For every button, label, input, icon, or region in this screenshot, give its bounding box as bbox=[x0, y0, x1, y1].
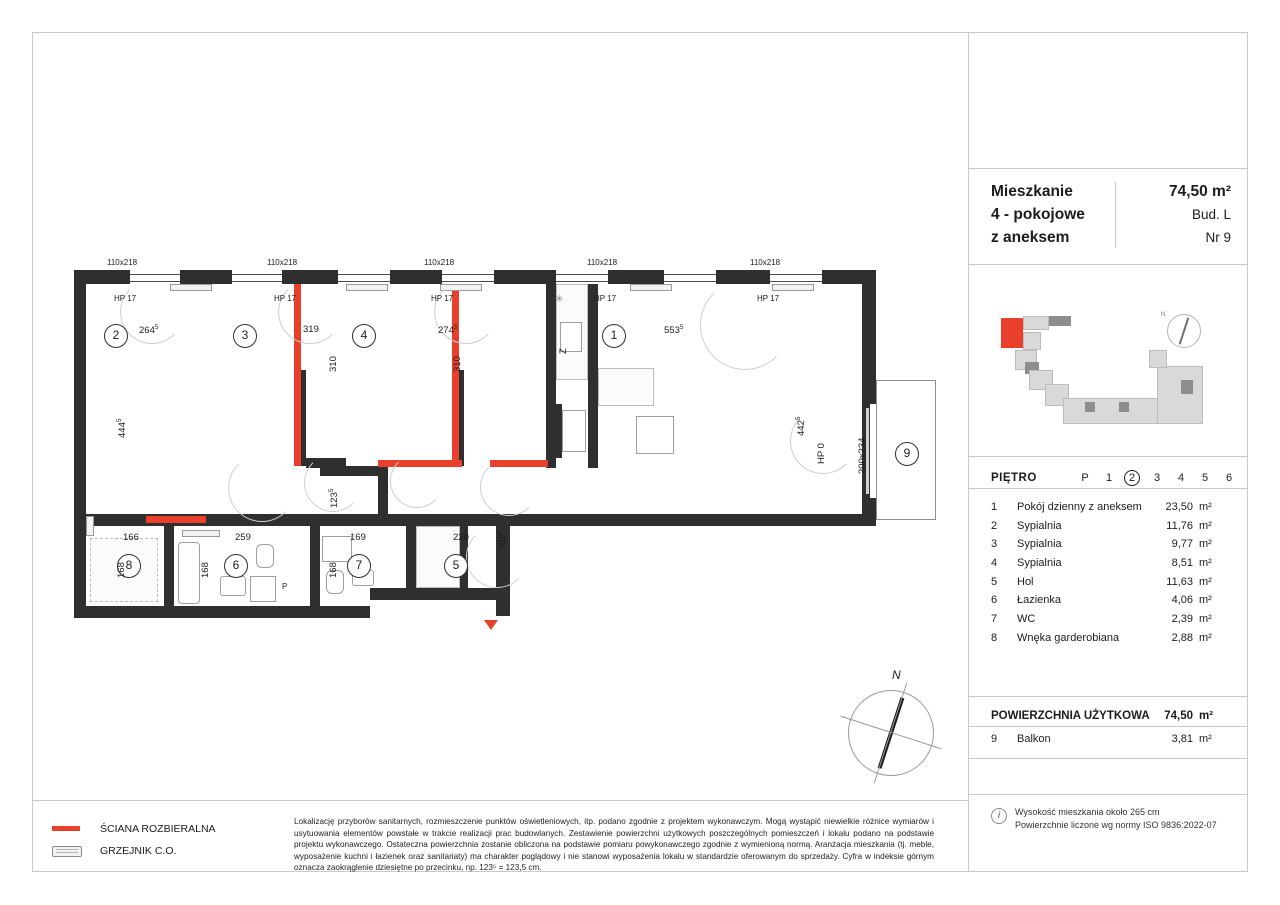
washbasin-bath bbox=[220, 576, 246, 596]
room-marker-1: 1 bbox=[602, 324, 626, 348]
disclaimer-text: Lokalizację przyborów sanitarnych, rozmieszczenie punktów oświetleniowych, itp. podano zgodnie z projektem wykonawczym. Mogą wystąpić niewielkie różnice wymiarów i usytuowania elementów powstałe w trakcie realizacji prac budowlanych. Zestawienie powierzchni użytkowych poszczególnych pomieszczeń i lokalu podano na podstawie projektu wykonawczego. Ostateczna powierzchnia zostanie obliczona na podstawie pomiaru powykonawczego zgodnie z wymienioną normą. Aranżacja mieszkania (tj. meble, wyposażenie kuchni i łazienek oraz sanitariaty) ma charakter poglądowy i nie stanowi wyposażenia lokalu w standardzie oferowanym do sprzedaży. Cyfra w indeksie górnym oznacza zaokrąglenie dziesiętne po przecinku, np. 123⁵ = 123,5 cm. bbox=[294, 817, 934, 873]
wall-vert-mid-c bbox=[588, 284, 598, 468]
dim-168-b: 168 bbox=[200, 562, 211, 578]
room-name: WC bbox=[1017, 613, 1036, 626]
floor-level-4[interactable]: 4 bbox=[1177, 472, 1185, 484]
panel-line-5 bbox=[969, 696, 1248, 697]
table-row bbox=[991, 591, 1231, 610]
title-line-1: Mieszkanie bbox=[991, 183, 1073, 200]
radiator-1 bbox=[170, 284, 212, 291]
apartment-title bbox=[991, 180, 1085, 249]
appliance-label-z: Z bbox=[558, 348, 569, 354]
door-swing-5 bbox=[228, 454, 296, 522]
panel-line-7 bbox=[969, 758, 1248, 759]
room-unit: m² bbox=[1199, 557, 1212, 570]
floor-level-1[interactable]: 1 bbox=[1105, 472, 1113, 484]
dim-168-a: 168 bbox=[116, 562, 127, 578]
entrance-arrow bbox=[484, 620, 498, 630]
room-name: Sypialnia bbox=[1017, 557, 1062, 570]
radiator-4 bbox=[630, 284, 672, 291]
wall-top-1 bbox=[180, 270, 232, 284]
room-number: 5 bbox=[991, 575, 998, 588]
dim-166: 166 bbox=[123, 532, 139, 543]
title-line-2: 4 - pokojowe bbox=[991, 206, 1085, 223]
balcony-number: 9 bbox=[991, 733, 998, 745]
legend-row-radiator bbox=[52, 840, 252, 862]
dim-169: 169 bbox=[350, 532, 366, 543]
room-name: Sypialnia bbox=[1017, 519, 1062, 532]
total-area-label: POWIERZCHNIA UŻYTKOWA bbox=[991, 710, 1150, 722]
dim-220: 220 bbox=[453, 532, 469, 543]
room-name: Wnęka garderobiana bbox=[1017, 631, 1120, 644]
window-label-4: 110x218 bbox=[587, 258, 618, 267]
kitchen-island bbox=[598, 368, 654, 406]
balcony-row bbox=[991, 730, 1231, 748]
wall-left-lower bbox=[74, 514, 86, 618]
wall-bottom-strip-2 bbox=[184, 514, 496, 526]
wall-top-3 bbox=[390, 270, 442, 284]
legend bbox=[52, 818, 252, 862]
info-note bbox=[1015, 806, 1229, 832]
table-row bbox=[991, 535, 1231, 554]
room-unit: m² bbox=[1199, 594, 1212, 607]
window-label-1: 110x218 bbox=[107, 258, 138, 267]
door-swing-8 bbox=[480, 458, 538, 516]
room-area: 2,39 bbox=[1171, 613, 1193, 626]
hob bbox=[636, 416, 674, 454]
radiator-2 bbox=[346, 284, 388, 291]
room-unit: m² bbox=[1199, 519, 1212, 532]
panel-line-2 bbox=[969, 264, 1248, 265]
floor-level-2[interactable]: 2 bbox=[1124, 470, 1140, 486]
dim-310-b: 310 bbox=[452, 356, 463, 372]
info-panel bbox=[969, 32, 1248, 872]
room-name: Łazienka bbox=[1017, 594, 1062, 607]
room-unit: m² bbox=[1199, 613, 1212, 626]
room-area: 23,50 bbox=[1165, 501, 1193, 513]
dim-264: $264^5$ bbox=[139, 324, 159, 337]
wall-bottom-lower-2 bbox=[370, 588, 502, 600]
hp-label-balcony: HP 0 bbox=[816, 443, 827, 464]
fridge bbox=[562, 410, 586, 452]
washing-machine bbox=[250, 576, 276, 602]
red-wall-swatch bbox=[52, 826, 80, 831]
room-marker-9: 9 bbox=[895, 442, 919, 466]
table-row bbox=[991, 573, 1231, 592]
panel-line-3 bbox=[969, 456, 1248, 457]
table-row bbox=[991, 554, 1231, 573]
wall-bottom-lower bbox=[74, 606, 370, 618]
wall-seg-h3 bbox=[378, 466, 388, 520]
floor-plan-drawing bbox=[60, 258, 940, 658]
dim-259: 259 bbox=[235, 532, 251, 543]
room-table bbox=[991, 498, 1231, 648]
wall-top-5 bbox=[608, 270, 664, 284]
wall-bottom-right bbox=[496, 514, 876, 526]
apartment-area: 74,50 m² bbox=[1168, 183, 1231, 200]
window-7 bbox=[770, 274, 822, 282]
room-marker-8: 8 bbox=[117, 554, 141, 578]
room-number: 4 bbox=[991, 557, 998, 570]
door-swing-7 bbox=[390, 454, 444, 508]
room-marker-7: 7 bbox=[347, 554, 371, 578]
balcony-area: 3,81 bbox=[1171, 733, 1193, 745]
radiator-7 bbox=[182, 530, 220, 537]
table-row bbox=[991, 498, 1231, 517]
floor-level-3[interactable]: 3 bbox=[1153, 472, 1161, 484]
info-note-line-1: Wysokość mieszkania około 265 cm bbox=[1015, 807, 1160, 817]
dim-310-a: 310 bbox=[328, 356, 339, 372]
room-number: 8 bbox=[991, 631, 998, 644]
dim-302: $302^5$ bbox=[496, 530, 509, 550]
label-p-wc: P bbox=[282, 582, 288, 591]
minimap-north-label: N bbox=[1161, 312, 1166, 318]
room-number: 3 bbox=[991, 538, 998, 551]
hp-label-3: HP 17 bbox=[431, 294, 454, 303]
apartment-building: Bud. L bbox=[1191, 207, 1231, 222]
toilet-bath bbox=[256, 544, 274, 568]
total-area-row bbox=[991, 706, 1231, 726]
room-number: 7 bbox=[991, 613, 998, 626]
room-unit: m² bbox=[1199, 575, 1212, 588]
minimap-right-tower bbox=[1157, 366, 1203, 424]
room-marker-2: 2 bbox=[104, 324, 128, 348]
minimap-right-mark bbox=[1181, 380, 1193, 394]
room-area: 4,06 bbox=[1171, 594, 1193, 607]
room-unit: m² bbox=[1199, 631, 1212, 644]
room-area: 2,88 bbox=[1171, 631, 1193, 644]
window-label-5: 110x218 bbox=[750, 258, 781, 267]
window-2 bbox=[232, 274, 282, 282]
panel-line-4 bbox=[969, 488, 1248, 489]
room-unit: m² bbox=[1199, 501, 1212, 513]
radiator-5 bbox=[772, 284, 814, 291]
hp-label-2: HP 17 bbox=[274, 294, 297, 303]
dim-balcony-door: 200x234 bbox=[857, 437, 868, 474]
panel-line-1 bbox=[969, 168, 1248, 169]
hp-label-5: HP 17 bbox=[757, 294, 780, 303]
dim-442: $442^5$ bbox=[795, 416, 808, 436]
room-name: Pokój dzienny z aneksem bbox=[1017, 501, 1142, 513]
window-5 bbox=[556, 274, 608, 282]
hp-label-1: HP 17 bbox=[114, 294, 137, 303]
room-area: 11,63 bbox=[1166, 575, 1193, 588]
wall-left-outer bbox=[74, 270, 86, 526]
wall-between-6-7 bbox=[310, 526, 320, 606]
minimap-block-b bbox=[1049, 316, 1071, 326]
radiator-6 bbox=[86, 516, 94, 536]
floor-level-6[interactable]: 6 bbox=[1225, 472, 1233, 484]
legend-divider bbox=[32, 800, 968, 801]
info-icon: i bbox=[991, 808, 1007, 824]
floor-selector bbox=[991, 472, 1231, 484]
hp-label-4: HP 17 bbox=[594, 294, 617, 303]
minimap-right-top bbox=[1149, 350, 1167, 368]
window-label-2: 110x218 bbox=[267, 258, 298, 267]
wall-7-right bbox=[406, 526, 416, 600]
room-name: Hol bbox=[1017, 575, 1034, 588]
minimap-wing-mark-2 bbox=[1119, 402, 1129, 412]
minimap-highlight-unit bbox=[1001, 318, 1023, 348]
dim-123: $123^5$ bbox=[328, 488, 341, 508]
table-row bbox=[991, 517, 1231, 536]
balcony-name: Balkon bbox=[1017, 733, 1051, 745]
minimap-block-c bbox=[1023, 332, 1041, 350]
info-note-line-2: Powierzchnie liczone wg normy ISO 9836:2022-07 bbox=[1015, 820, 1217, 830]
window-3 bbox=[338, 274, 390, 282]
minimap-wing-mark-1 bbox=[1085, 402, 1095, 412]
wall-top-4 bbox=[494, 270, 556, 284]
room-marker-5: 5 bbox=[444, 554, 468, 578]
legend-label-demountable-wall: ŚCIANA ROZBIERALNA bbox=[100, 823, 216, 835]
bathtub bbox=[178, 542, 200, 604]
total-area-unit: m² bbox=[1199, 710, 1214, 722]
minimap-compass bbox=[1161, 312, 1203, 350]
apartment-meta bbox=[1169, 180, 1231, 249]
ceiling-light-icon: ✳ bbox=[555, 294, 564, 305]
legend-row-demountable-wall bbox=[52, 818, 252, 840]
radiator-swatch bbox=[52, 846, 82, 857]
balcony-unit: m² bbox=[1199, 733, 1212, 745]
window-label-3: 110x218 bbox=[424, 258, 455, 267]
room-number: 6 bbox=[991, 594, 998, 607]
wall-kitchen-nook bbox=[546, 284, 556, 468]
red-wall-5 bbox=[146, 516, 206, 523]
table-row bbox=[991, 629, 1231, 648]
panel-line-6 bbox=[969, 726, 1248, 727]
room-name: Sypialnia bbox=[1017, 538, 1062, 551]
dim-553: $553^5$ bbox=[664, 324, 684, 337]
floor-level-5[interactable]: 5 bbox=[1201, 472, 1209, 484]
floor-level-p[interactable]: P bbox=[1081, 472, 1089, 484]
minimap-block-a bbox=[1023, 316, 1049, 330]
legend-label-radiator: GRZEJNIK C.O. bbox=[100, 845, 177, 857]
shower-wc bbox=[322, 536, 352, 562]
room-unit: m² bbox=[1199, 538, 1212, 551]
dim-444: $444^5$ bbox=[116, 418, 129, 438]
dim-168-c: 168 bbox=[328, 562, 339, 578]
room-area: 8,51 bbox=[1171, 557, 1193, 570]
panel-line-8 bbox=[969, 794, 1248, 795]
room-marker-3: 3 bbox=[233, 324, 257, 348]
building-minimap bbox=[989, 304, 1229, 434]
room-number: 1 bbox=[991, 501, 998, 513]
minimap-wing bbox=[1063, 398, 1159, 424]
room-marker-4: 4 bbox=[352, 324, 376, 348]
table-row bbox=[991, 610, 1231, 629]
window-6 bbox=[664, 274, 716, 282]
room-marker-6: 6 bbox=[224, 554, 248, 578]
fridge-frame bbox=[556, 404, 562, 458]
total-area-value: 74,50 bbox=[1164, 710, 1193, 722]
apartment-number: Nr 9 bbox=[1205, 230, 1231, 245]
title-line-3: z aneksem bbox=[991, 229, 1070, 246]
wall-between-8-6 bbox=[164, 526, 174, 606]
floor-label: PIĘTRO bbox=[991, 472, 1037, 484]
wall-right-outer bbox=[862, 270, 876, 404]
room-area: 9,77 bbox=[1171, 538, 1193, 551]
compass-north-label: N bbox=[892, 668, 901, 682]
room-number: 2 bbox=[991, 519, 998, 532]
room-area: 11,76 bbox=[1166, 519, 1193, 532]
dim-319: 319 bbox=[303, 324, 319, 335]
apartment-title-block bbox=[991, 180, 1231, 249]
dim-274: $274^5$ bbox=[438, 324, 458, 337]
compass-rose bbox=[848, 668, 934, 776]
